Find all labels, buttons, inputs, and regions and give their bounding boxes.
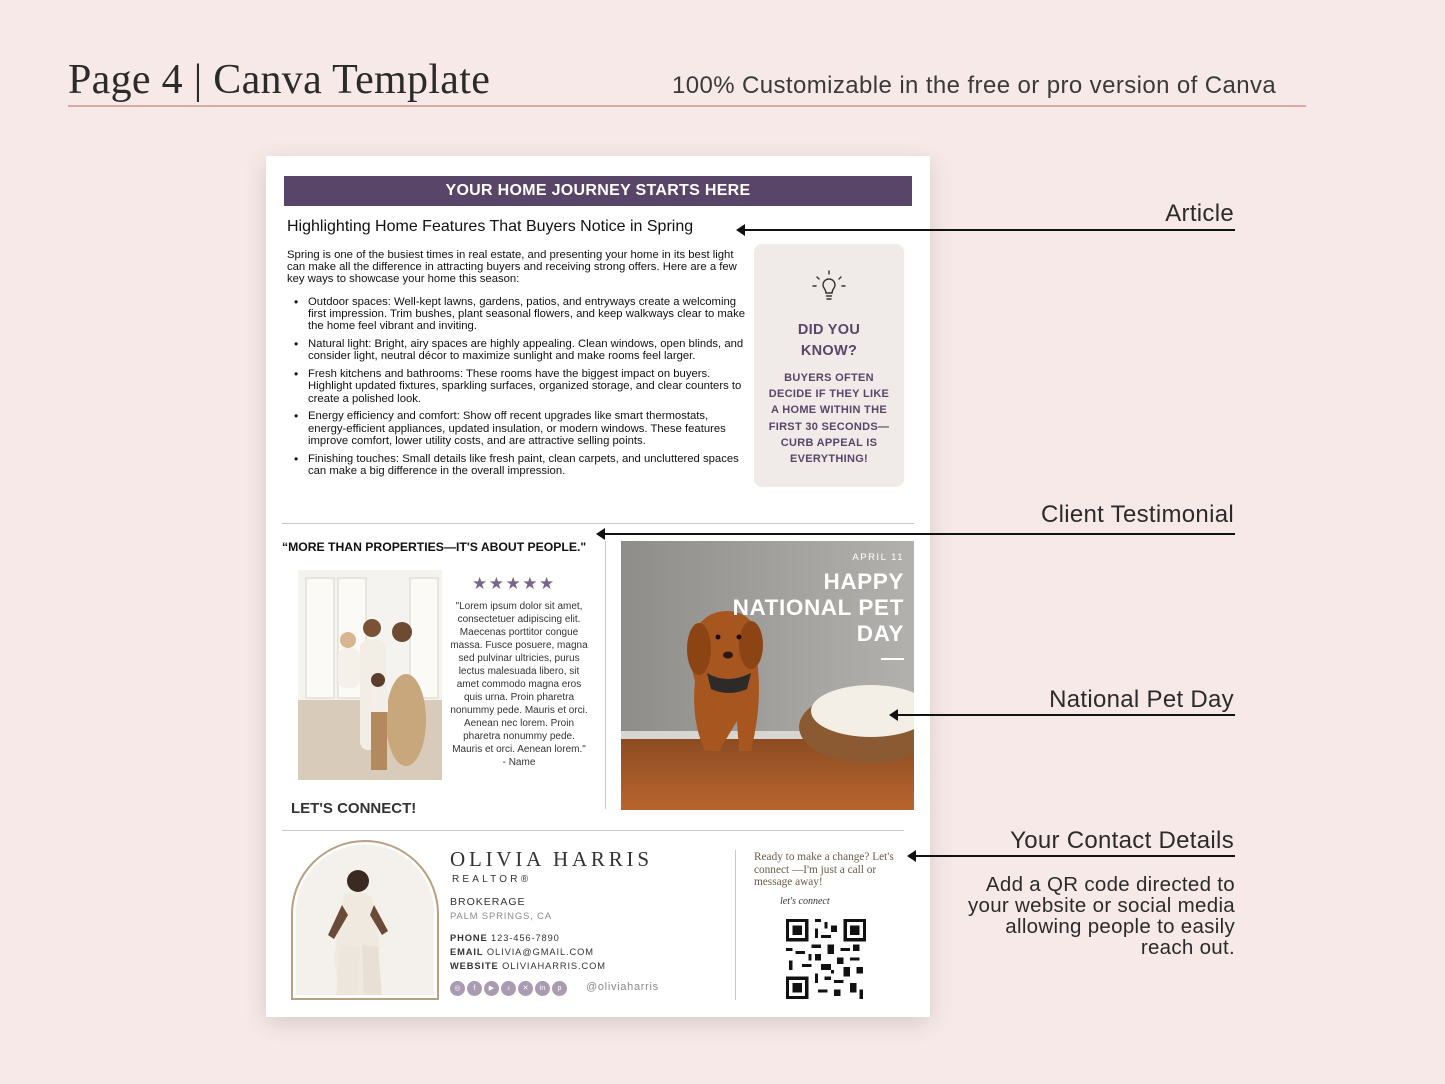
agent-role: REALTOR® (452, 874, 532, 885)
article-bullet: • Energy efficiency and comfort: Show off recent upgrades like smart thermostats, energy-efficient appliances, updated insulation, or modern windows. These features improve comfort, lower utility costs, and are attractive selling points. (287, 410, 747, 447)
email-value: OLIVIA@GMAIL.COM (486, 947, 594, 957)
callout-pet-day: National Pet Day (1049, 686, 1234, 713)
contact-cta: Ready to make a change? Let's connect —I'm just a call or message away! (754, 851, 894, 888)
qr-note: Add a QR code directed to your website or social media allowing people to easily reach out. (967, 873, 1235, 959)
family-photo (298, 570, 442, 780)
instagram-icon: ◎ (450, 981, 465, 996)
article-bullet: • Finishing touches: Small details like fresh paint, clean carpets, and uncluttered spaces can make a big difference in the overall impression. (287, 453, 747, 477)
arrow-pet-day (891, 714, 1235, 716)
callout-testimonial: Client Testimonial (1040, 501, 1234, 528)
did-you-know-card (754, 244, 904, 487)
pet-day-date: APRIL 11 (852, 552, 904, 563)
linkedin-icon: in (535, 981, 550, 996)
callout-article: Article (1165, 200, 1234, 227)
email-label: EMAIL (450, 947, 484, 957)
brokerage-name: BROKERAGE (450, 896, 526, 908)
arrow-contact (909, 855, 1235, 857)
article-bullet: • Outdoor spaces: Well-kept lawns, gardens, patios, and entryways create a welcoming first impression. Trim bushes, plant seasonal flowers, and keep walkways clear to make the home feel vibrant and inviting. (287, 296, 747, 333)
agent-photo (296, 845, 434, 995)
x-icon: ✕ (518, 981, 533, 996)
facebook-icon: f (467, 981, 482, 996)
header-divider (68, 105, 1306, 107)
agent-location: PALM SPRINGS, CA (450, 911, 552, 922)
pet-day-card (621, 541, 914, 810)
arrow-article (738, 229, 1235, 231)
pet-day-underline (881, 658, 904, 660)
phone-value: 123-456-7890 (491, 933, 560, 943)
article-bullet-list (287, 296, 747, 483)
lets-connect-heading: LET'S CONNECT! (291, 800, 417, 817)
article-bullet: • Natural light: Bright, airy spaces are highly appealing. Clean windows, open blinds, and consider light, neutral décor to maximize sunlight and make rooms feel larger. (287, 338, 747, 362)
email-row (450, 947, 594, 957)
social-handle: @oliviaharris (586, 981, 659, 993)
vertical-divider (735, 850, 736, 1000)
website-label: WEBSITE (450, 961, 499, 971)
did-you-know-body: BUYERS OFTEN DECIDE IF THEY LIKE A HOME WITHIN THE FIRST 30 SECONDS—CURB APPEAL IS EVERYTHING! (768, 372, 890, 466)
rating-stars: ★★★★★ (472, 574, 556, 593)
agent-photo-frame (291, 840, 439, 1000)
page-title: Page 4 | Canva Template (68, 57, 491, 103)
testimonial-quote: "Lorem ipsum dolor sit amet, consectetuer adipiscing elit. Maecenas porttitor congue massa. Fusce posuere, magna sed pulvinar ultricies, purus lectus malesuada libero, sit amet commodo magna eros quis urna. Proin pharetra nonummy pede. Mauris et orci. Aenean nec lorem. Proin pharetra nonummy pede. Mauris et orci. Aenean lorem." - Name (450, 601, 588, 768)
lightbulb-icon (808, 266, 850, 306)
article-intro: Spring is one of the busiest times in real estate, and presenting your home in its best light can make all the difference in attracting buyers and receiving strong offers. Here are a few key ways to showcase your home this season: (287, 249, 737, 286)
youtube-icon: ▶ (484, 981, 499, 996)
section-divider (282, 523, 914, 524)
lets-connect-script: let's connect (780, 896, 830, 907)
section-divider (282, 830, 904, 831)
callout-contact: Your Contact Details (1010, 827, 1234, 854)
did-you-know-title: DID YOU KNOW? (797, 322, 861, 359)
newsletter-page (266, 156, 930, 1017)
phone-label: PHONE (450, 933, 488, 943)
testimonial-title: “MORE THAN PROPERTIES—IT'S ABOUT PEOPLE." (282, 540, 587, 554)
phone-row (450, 933, 560, 943)
website-value: OLIVIAHARRIS.COM (502, 961, 606, 971)
pet-day-title: HAPPY NATIONAL PET DAY (732, 569, 904, 646)
social-icons (450, 981, 567, 996)
agent-name: OLIVIA HARRIS (450, 847, 653, 871)
pinterest-icon: p (552, 981, 567, 996)
article-bullet: • Fresh kitchens and bathrooms: These rooms have the biggest impact on buyers. Highlight updated fixtures, sparkling surfaces, organized storage, and clear counters to create a polished look. (287, 368, 747, 405)
tiktok-icon: ♪ (501, 981, 516, 996)
qr-code-icon (786, 919, 866, 999)
vertical-divider (605, 541, 606, 809)
arrow-testimonial (598, 533, 1235, 535)
website-row (450, 961, 606, 971)
newsletter-banner: YOUR HOME JOURNEY STARTS HERE (284, 176, 912, 206)
article-title: Highlighting Home Features That Buyers Notice in Spring (287, 218, 694, 235)
page-subtitle: 100% Customizable in the free or pro version of Canva (672, 72, 1277, 99)
